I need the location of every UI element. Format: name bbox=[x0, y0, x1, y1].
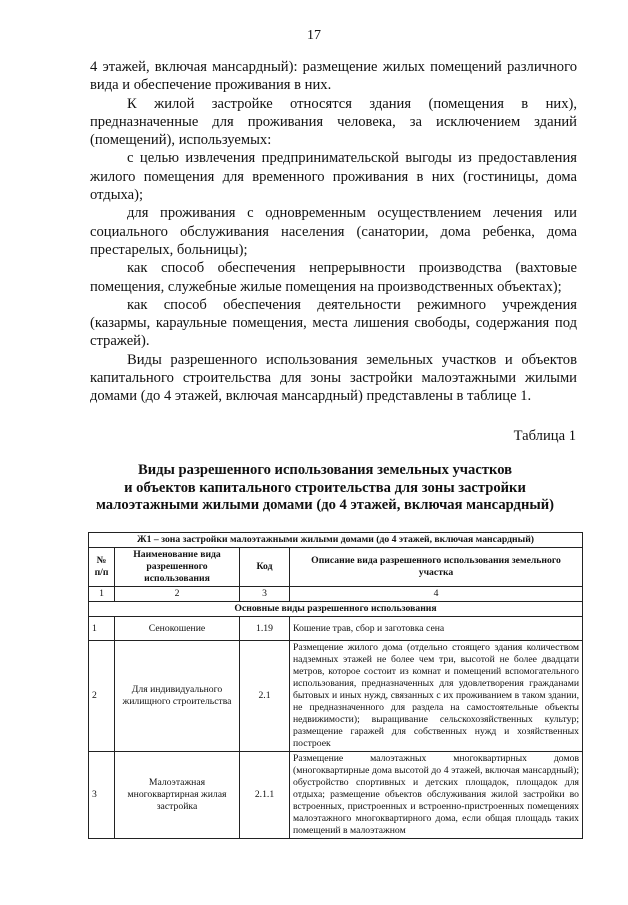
column-number-row bbox=[89, 587, 583, 602]
paragraph: как способ обеспечения деятельности режимного учреждения (казармы, караульные помещения, места лишения свободы, содержания под стражей). bbox=[90, 296, 577, 350]
use-description: Размещение малоэтажных многоквартирных домов (многоквартирные дома высотой до 4 этажей, включая мансардный); обустройство спортивных и детских площадок, площадок для отдыха; размещение объектов обслуживания жилой застройки во встроенных, пристроенных и встроенно-пристроенных помещениях малоэтажного многоквартирного дома, если общая площадь таких помещений в малоэтажном bbox=[290, 752, 583, 839]
table-title-line: малоэтажными жилыми домами (до 4 этажей, включая мансардный) bbox=[95, 497, 555, 513]
zone-header-row bbox=[89, 533, 583, 548]
col-number: 2 bbox=[115, 587, 240, 602]
table-title-line: Виды разрешенного использования земельных участков bbox=[137, 462, 513, 478]
paragraph: как способ обеспечения непрерывности производства (вахтовые помещения, служебные жилые помещения на производственных объектах); bbox=[90, 260, 577, 295]
paragraph: Виды разрешенного использования земельных участков и объектов капитального строительства для зоны застройки малоэтажными жилыми домами (до 4 этажей, включая мансардный) представлены в таблице 1. bbox=[90, 351, 577, 405]
table-row bbox=[89, 641, 583, 752]
row-number: 3 bbox=[89, 752, 115, 839]
col-header-num: № п/п bbox=[89, 548, 115, 587]
use-code: 2.1 bbox=[240, 641, 290, 752]
table-row bbox=[89, 617, 583, 641]
use-name: Малоэтажная многоквартирная жилая застройка bbox=[115, 752, 240, 839]
column-header-row bbox=[89, 548, 583, 587]
col-header-code: Код bbox=[240, 548, 290, 587]
zone-header: Ж1 – зона застройки малоэтажными жилыми домами (до 4 этажей, включая мансардный) bbox=[89, 533, 583, 548]
paragraph: К жилой застройке относятся здания (помещения в них), предназначенные для проживания человека, за исключением зданий (помещений), используемых: bbox=[90, 95, 577, 149]
col-number: 3 bbox=[240, 587, 290, 602]
use-name: Сенокошение bbox=[115, 617, 240, 641]
use-name: Для индивидуального жилищного строительства bbox=[115, 641, 240, 752]
use-code: 1.19 bbox=[240, 617, 290, 641]
table-row bbox=[89, 752, 583, 839]
paragraph: с целью извлечения предпринимательской выгоды из предоставления жилого помещения для временного проживания в них (гостиницы, дома отдыха); bbox=[90, 150, 577, 204]
use-description: Кошение трав, сбор и заготовка сена bbox=[290, 617, 583, 641]
use-code: 2.1.1 bbox=[240, 752, 290, 839]
paragraph: для проживания с одновременным осуществлением лечения или социального обслуживания населения (санатории, дома ребенка, дома престарелых, больницы); bbox=[90, 205, 577, 258]
col-number: 4 bbox=[290, 587, 583, 602]
row-number: 1 bbox=[89, 617, 115, 641]
row-number: 2 bbox=[89, 641, 115, 752]
col-header-name: Наименование вида разрешенного использования bbox=[115, 548, 240, 587]
body-text bbox=[90, 58, 577, 406]
section-header: Основные виды разрешенного использования bbox=[89, 602, 583, 617]
section-row bbox=[89, 602, 583, 617]
table-caption: Таблица 1 bbox=[513, 428, 576, 444]
col-number: 1 bbox=[89, 587, 115, 602]
paragraph: 4 этажей, включая мансардный): размещение жилых помещений различного вида и обеспечение проживания в них. bbox=[90, 59, 577, 94]
table-title-line: и объектов капитального строительства для зоны застройки bbox=[124, 479, 526, 496]
land-use-table bbox=[88, 532, 583, 839]
table-title bbox=[70, 462, 580, 515]
col-header-desc: Описание вида разрешенного использования земельного участка bbox=[290, 548, 583, 587]
page-number: 17 bbox=[307, 28, 321, 43]
use-description: Размещение жилого дома (отдельно стоящего здания количеством надземных этажей не более чем три, высотой не более двадцати метров, которое состоит из комнат и помещений вспомогательного использования, предназначенных для удовлетворения гражданами бытовых и иных нужд, связанных с их проживанием в таком здании, не предназначенного для раздела на самостоятельные объекты недвижимости); выращивание сельскохозяйственных культур; размещение гаражей для собственных нужд и хозяйственных построек bbox=[290, 641, 583, 752]
